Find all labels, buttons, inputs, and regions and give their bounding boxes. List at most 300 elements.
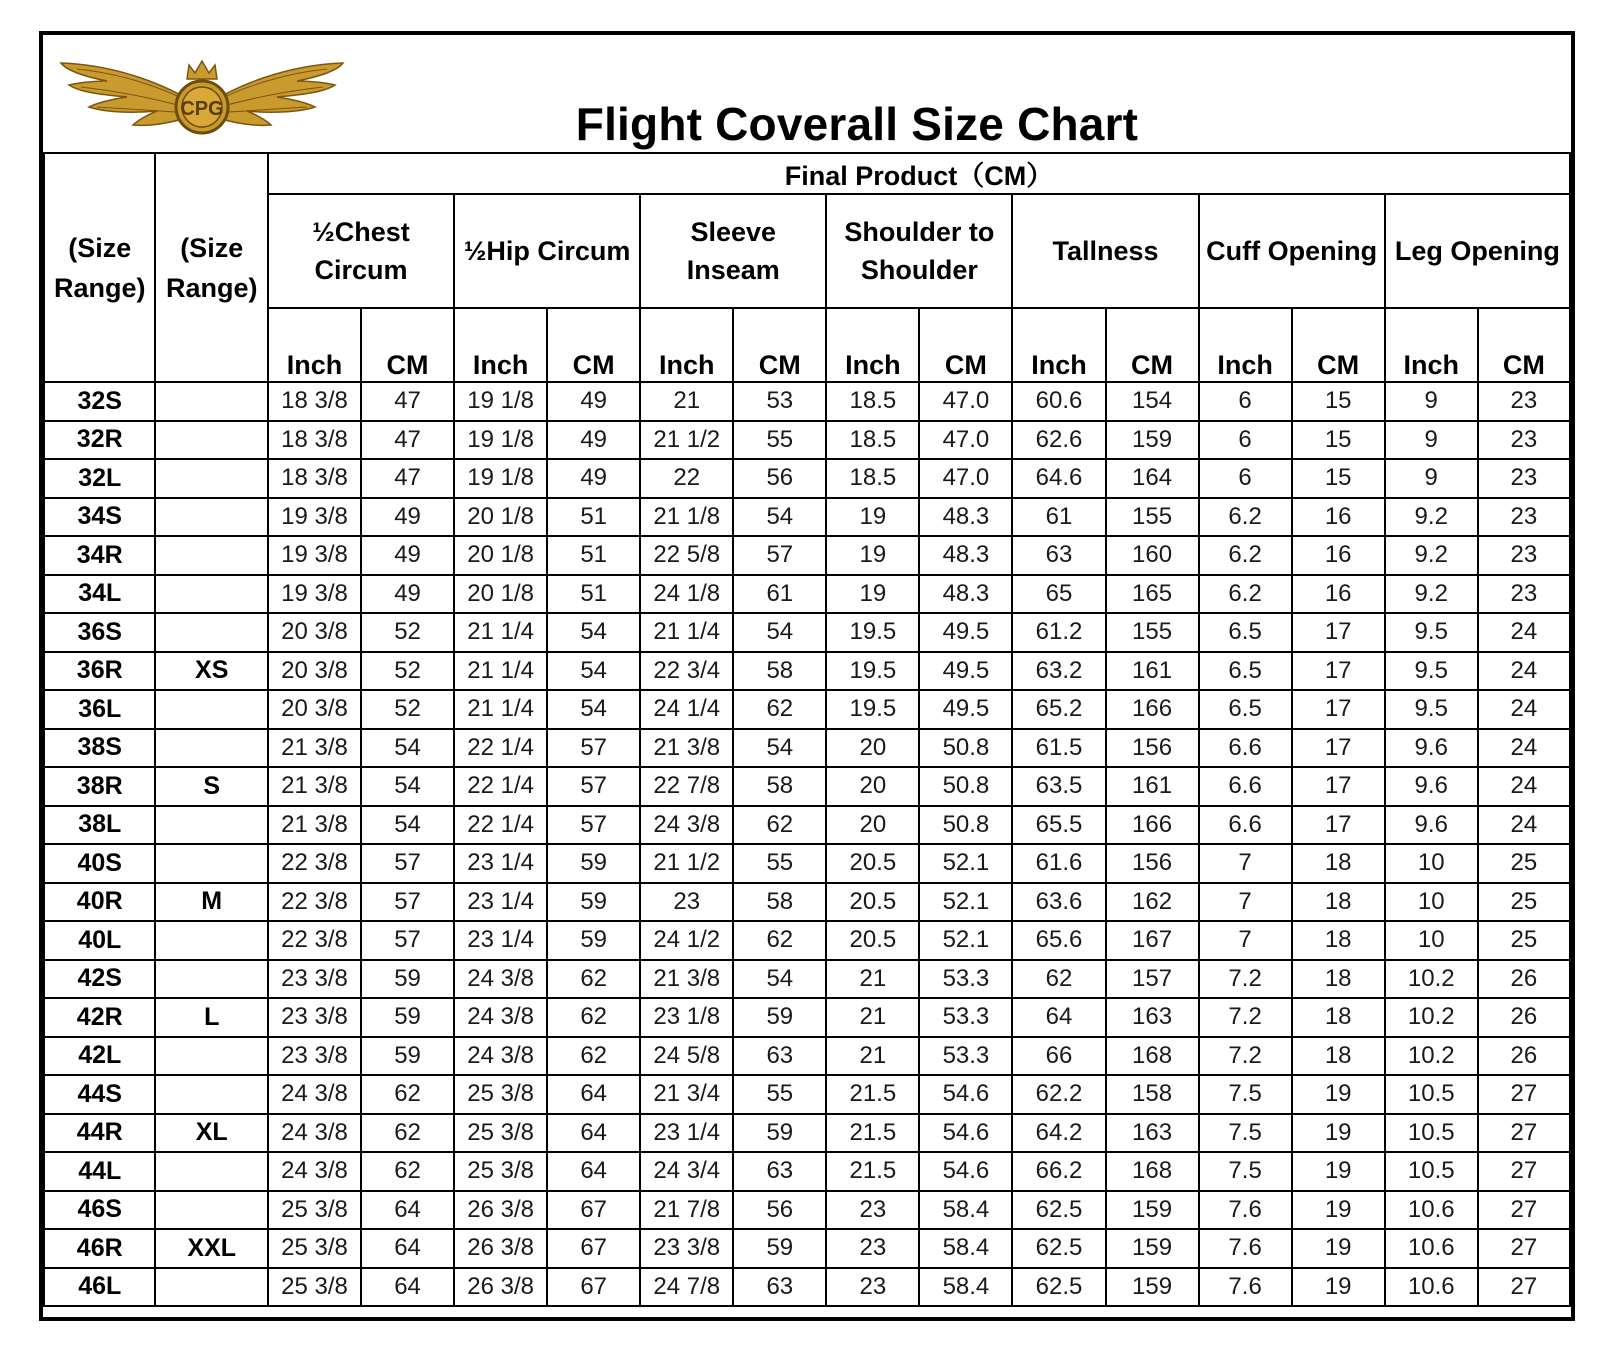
measurement-cell: 19.5 (826, 652, 919, 691)
measurement-cell: 48.3 (919, 536, 1012, 575)
size-cell: 36L (44, 690, 155, 729)
measurement-cell: 7.5 (1199, 1114, 1292, 1153)
measurement-cell: 25 (1478, 844, 1570, 883)
measurement-cell: 24 (1478, 690, 1570, 729)
measurement-cell: 24 3/8 (454, 998, 547, 1037)
table-row (44, 575, 1570, 614)
unit-header: Inch (1199, 308, 1292, 382)
size-letter-cell: M (155, 883, 267, 922)
table-row (44, 844, 1570, 883)
size-cell: 36R (44, 652, 155, 691)
size-letter-cell (155, 498, 267, 537)
unit-header: CM (733, 308, 826, 382)
measurement-cell: 159 (1106, 421, 1199, 460)
table-row (44, 498, 1570, 537)
measurement-cell: 9 (1385, 382, 1478, 421)
measurement-cell: 54 (733, 960, 826, 999)
size-letter-cell: XL (155, 1114, 267, 1153)
size-chart-frame (39, 31, 1575, 1321)
measurement-cell: 21 (826, 960, 919, 999)
measurement-cell: 62 (733, 921, 826, 960)
table-row (44, 998, 1570, 1037)
measurement-cell: 27 (1478, 1075, 1570, 1114)
measurement-cell: 6.2 (1199, 498, 1292, 537)
measurement-cell: 52.1 (919, 844, 1012, 883)
measurement-cell: 27 (1478, 1152, 1570, 1191)
measurement-cell: 20.5 (826, 844, 919, 883)
measurement-cell: 9 (1385, 459, 1478, 498)
measurement-cell: 62.5 (1012, 1229, 1105, 1268)
measurement-cell: 65 (1012, 575, 1105, 614)
table-row (44, 1037, 1570, 1076)
measurement-cell: 19 (1292, 1075, 1385, 1114)
measurement-cell: 21 1/2 (640, 421, 733, 460)
size-letter-header: (Size Range) (155, 153, 267, 382)
measurement-cell: 10.2 (1385, 960, 1478, 999)
measurement-cell: 64 (361, 1191, 454, 1230)
chart-header (43, 35, 1571, 155)
measurement-cell: 23 3/8 (268, 998, 361, 1037)
table-row (44, 806, 1570, 845)
measurement-cell: 7.5 (1199, 1152, 1292, 1191)
size-letter-cell (155, 536, 267, 575)
measurement-cell: 22 3/4 (640, 652, 733, 691)
measurement-cell: 7.6 (1199, 1268, 1292, 1307)
measurement-cell: 21 3/4 (640, 1075, 733, 1114)
measurement-cell: 18 3/8 (268, 382, 361, 421)
measurement-cell: 18 3/8 (268, 459, 361, 498)
measurement-cell: 21 1/2 (640, 844, 733, 883)
hip-header: ½Hip Circum (454, 194, 640, 308)
measurement-cell: 6.6 (1199, 806, 1292, 845)
measurement-cell: 156 (1106, 729, 1199, 768)
measurement-cell: 49.5 (919, 690, 1012, 729)
measurement-cell: 47.0 (919, 382, 1012, 421)
measurement-cell: 19 1/8 (454, 382, 547, 421)
measurement-cell: 22 3/8 (268, 921, 361, 960)
measurement-cell: 10.5 (1385, 1152, 1478, 1191)
size-letter-cell (155, 613, 267, 652)
unit-header: CM (1106, 308, 1199, 382)
measurement-cell: 25 3/8 (268, 1229, 361, 1268)
table-row (44, 1075, 1570, 1114)
unit-header: CM (1478, 308, 1570, 382)
measurement-cell: 6.2 (1199, 536, 1292, 575)
measurement-cell: 62 (547, 998, 640, 1037)
measurement-cell: 7.2 (1199, 960, 1292, 999)
measurement-cell: 58.4 (919, 1268, 1012, 1307)
size-letter-cell (155, 1152, 267, 1191)
measurement-cell: 23 (1478, 421, 1570, 460)
measurement-cell: 161 (1106, 767, 1199, 806)
measurement-cell: 59 (733, 1114, 826, 1153)
measurement-cell: 20 1/8 (454, 498, 547, 537)
measurement-cell: 159 (1106, 1268, 1199, 1307)
measurement-cell: 167 (1106, 921, 1199, 960)
measurement-cell: 9.6 (1385, 767, 1478, 806)
measurement-cell: 168 (1106, 1037, 1199, 1076)
measurement-cell: 64 (547, 1075, 640, 1114)
measurement-cell: 62 (733, 690, 826, 729)
measurement-cell: 58.4 (919, 1191, 1012, 1230)
measurement-cell: 57 (361, 844, 454, 883)
size-letter-cell (155, 1191, 267, 1230)
measurement-cell: 155 (1106, 498, 1199, 537)
measurement-cell: 10.5 (1385, 1114, 1478, 1153)
table-row (44, 421, 1570, 460)
measurement-cell: 10.5 (1385, 1075, 1478, 1114)
measurement-cell: 9.2 (1385, 498, 1478, 537)
measurement-cell: 27 (1478, 1229, 1570, 1268)
measurement-cell: 26 3/8 (454, 1191, 547, 1230)
measurement-cell: 23 (826, 1268, 919, 1307)
table-row (44, 652, 1570, 691)
unit-header: Inch (1385, 308, 1478, 382)
size-cell: 46R (44, 1229, 155, 1268)
measurement-cell: 21 (640, 382, 733, 421)
measurement-cell: 49 (361, 498, 454, 537)
measurement-cell: 6 (1199, 382, 1292, 421)
measurement-cell: 62 (1012, 960, 1105, 999)
size-letter-cell (155, 806, 267, 845)
size-cell: 38R (44, 767, 155, 806)
measurement-cell: 61.2 (1012, 613, 1105, 652)
measurement-cell: 54 (361, 806, 454, 845)
measurement-cell: 10.2 (1385, 998, 1478, 1037)
measurement-cell: 18 (1292, 921, 1385, 960)
measurement-cell: 24 (1478, 767, 1570, 806)
measurement-cell: 59 (361, 998, 454, 1037)
measurement-cell: 154 (1106, 382, 1199, 421)
measurement-cell: 52 (361, 690, 454, 729)
size-letter-cell (155, 690, 267, 729)
size-cell: 42R (44, 998, 155, 1037)
measurement-cell: 24 1/2 (640, 921, 733, 960)
measurement-cell: 21 3/8 (640, 960, 733, 999)
measurement-cell: 159 (1106, 1191, 1199, 1230)
measurement-cell: 21 (826, 998, 919, 1037)
measurement-cell: 19.5 (826, 613, 919, 652)
measurement-cell: 59 (733, 1229, 826, 1268)
measurement-cell: 7.6 (1199, 1229, 1292, 1268)
measurement-cell: 158 (1106, 1075, 1199, 1114)
measurement-cell: 19 (1292, 1114, 1385, 1153)
measurement-cell: 65.2 (1012, 690, 1105, 729)
measurement-cell: 10.2 (1385, 1037, 1478, 1076)
measurement-cell: 62 (547, 1037, 640, 1076)
measurement-cell: 9 (1385, 421, 1478, 460)
measurement-cell: 23 (1478, 459, 1570, 498)
measurement-cell: 22 1/4 (454, 806, 547, 845)
measurement-cell: 160 (1106, 536, 1199, 575)
measurement-cell: 59 (547, 883, 640, 922)
measurement-cell: 58.4 (919, 1229, 1012, 1268)
measurement-cell: 10 (1385, 883, 1478, 922)
measurement-cell: 7.5 (1199, 1075, 1292, 1114)
measurement-cell: 57 (547, 767, 640, 806)
measurement-cell: 51 (547, 498, 640, 537)
measurement-cell: 63.6 (1012, 883, 1105, 922)
measurement-cell: 166 (1106, 690, 1199, 729)
measurement-cell: 21 3/8 (640, 729, 733, 768)
measurement-cell: 64 (547, 1114, 640, 1153)
size-cell: 34S (44, 498, 155, 537)
measurement-cell: 18 (1292, 960, 1385, 999)
measurement-cell: 26 (1478, 1037, 1570, 1076)
measurement-cell: 61.6 (1012, 844, 1105, 883)
measurement-cell: 19 (1292, 1229, 1385, 1268)
measurement-cell: 15 (1292, 421, 1385, 460)
measurement-cell: 22 1/4 (454, 729, 547, 768)
measurement-cell: 49 (547, 459, 640, 498)
measurement-cell: 23 1/4 (454, 883, 547, 922)
table-row (44, 883, 1570, 922)
measurement-cell: 17 (1292, 806, 1385, 845)
size-letter-cell: L (155, 998, 267, 1037)
measurement-cell: 59 (547, 844, 640, 883)
table-row (44, 1114, 1570, 1153)
table-row (44, 729, 1570, 768)
measurement-cell: 7.2 (1199, 1037, 1292, 1076)
measurement-cell: 52 (361, 613, 454, 652)
measurement-cell: 63.5 (1012, 767, 1105, 806)
measurement-cell: 17 (1292, 690, 1385, 729)
size-letter-cell (155, 1268, 267, 1307)
measurement-cell: 47.0 (919, 459, 1012, 498)
cuff-header: Cuff Opening (1199, 194, 1385, 308)
measurement-cell: 19.5 (826, 690, 919, 729)
unit-header: Inch (826, 308, 919, 382)
measurement-cell: 24 (1478, 729, 1570, 768)
measurement-cell: 57 (361, 883, 454, 922)
measurement-cell: 54 (547, 690, 640, 729)
size-range-header: (Size Range) (44, 153, 155, 382)
measurement-cell: 24 3/8 (268, 1152, 361, 1191)
shoulder-header: Shoulder to Shoulder (826, 194, 1012, 308)
tallness-header: Tallness (1012, 194, 1198, 308)
measurement-cell: 21 1/4 (454, 690, 547, 729)
measurement-cell: 62.2 (1012, 1075, 1105, 1114)
measurement-cell: 7.6 (1199, 1191, 1292, 1230)
measurement-cell: 19 (826, 498, 919, 537)
measurement-cell: 20 3/8 (268, 652, 361, 691)
measurement-cell: 21 3/8 (268, 767, 361, 806)
measurement-cell: 7 (1199, 844, 1292, 883)
measurement-cell: 59 (361, 960, 454, 999)
measurement-cell: 67 (547, 1229, 640, 1268)
measurement-cell: 62 (361, 1114, 454, 1153)
measurement-cell: 21 1/8 (640, 498, 733, 537)
measurement-cell: 53.3 (919, 1037, 1012, 1076)
measurement-cell: 20 (826, 806, 919, 845)
unit-header: Inch (268, 308, 361, 382)
measurement-cell: 10 (1385, 844, 1478, 883)
measurement-cell: 49.5 (919, 652, 1012, 691)
size-cell: 38L (44, 806, 155, 845)
size-cell: 32L (44, 459, 155, 498)
measurement-cell: 21.5 (826, 1114, 919, 1153)
size-letter-cell (155, 421, 267, 460)
final-product-header: Final Product（CM） (268, 153, 1570, 194)
measurement-cell: 27 (1478, 1268, 1570, 1307)
measurement-cell: 19 3/8 (268, 536, 361, 575)
measurement-cell: 23 3/8 (640, 1229, 733, 1268)
measurement-cell: 18 (1292, 1037, 1385, 1076)
measurement-cell: 57 (547, 806, 640, 845)
measurement-cell: 27 (1478, 1191, 1570, 1230)
measurement-cell: 155 (1106, 613, 1199, 652)
measurement-cell: 64 (547, 1152, 640, 1191)
measurement-cell: 47 (361, 459, 454, 498)
size-cell: 46L (44, 1268, 155, 1307)
measurement-cell: 20 (826, 767, 919, 806)
sleeve-header: Sleeve Inseam (640, 194, 826, 308)
measurement-cell: 159 (1106, 1229, 1199, 1268)
table-body (44, 382, 1570, 1306)
measurement-cell: 52.1 (919, 921, 1012, 960)
table-row (44, 382, 1570, 421)
measurement-cell: 19 (1292, 1152, 1385, 1191)
measurement-cell: 23 3/8 (268, 960, 361, 999)
measurement-cell: 24 7/8 (640, 1268, 733, 1307)
measurement-cell: 6.5 (1199, 613, 1292, 652)
measurement-cell: 16 (1292, 498, 1385, 537)
measurement-cell: 165 (1106, 575, 1199, 614)
measurement-cell: 62.5 (1012, 1268, 1105, 1307)
measurement-cell: 19 3/8 (268, 498, 361, 537)
measurement-cell: 57 (361, 921, 454, 960)
measurement-cell: 64 (1012, 998, 1105, 1037)
measurement-cell: 25 3/8 (454, 1152, 547, 1191)
measurement-cell: 67 (547, 1191, 640, 1230)
size-letter-cell (155, 921, 267, 960)
unit-header: CM (1292, 308, 1385, 382)
size-letter-cell: S (155, 767, 267, 806)
measurement-cell: 65.5 (1012, 806, 1105, 845)
unit-header: CM (361, 308, 454, 382)
measurement-cell: 162 (1106, 883, 1199, 922)
measurement-cell: 9.5 (1385, 690, 1478, 729)
measurement-cell: 64.2 (1012, 1114, 1105, 1153)
measurement-cell: 21 (826, 1037, 919, 1076)
measurement-cell: 24 3/8 (640, 806, 733, 845)
chest-header: ½Chest Circum (268, 194, 454, 308)
size-cell: 40S (44, 844, 155, 883)
measurement-cell: 21.5 (826, 1152, 919, 1191)
size-letter-cell: XS (155, 652, 267, 691)
size-letter-cell: XXL (155, 1229, 267, 1268)
measurement-cell: 27 (1478, 1114, 1570, 1153)
measurement-cell: 23 1/4 (454, 844, 547, 883)
measurement-cell: 22 3/8 (268, 883, 361, 922)
measurement-cell: 10.6 (1385, 1229, 1478, 1268)
measurement-cell: 54.6 (919, 1114, 1012, 1153)
measurement-cell: 63 (733, 1152, 826, 1191)
measurement-cell: 59 (547, 921, 640, 960)
table-row (44, 459, 1570, 498)
measurement-cell: 51 (547, 536, 640, 575)
measurement-cell: 20 3/8 (268, 613, 361, 652)
measurement-cell: 49 (361, 536, 454, 575)
measurement-cell: 18 (1292, 998, 1385, 1037)
measurement-cell: 24 5/8 (640, 1037, 733, 1076)
size-letter-cell (155, 960, 267, 999)
measurement-cell: 17 (1292, 652, 1385, 691)
measurement-cell: 63 (733, 1037, 826, 1076)
page-title: Flight Coverall Size Chart (575, 98, 1139, 150)
measurement-cell: 7 (1199, 883, 1292, 922)
measurement-cell: 18.5 (826, 421, 919, 460)
measurement-cell: 61.5 (1012, 729, 1105, 768)
units-row (44, 308, 1570, 382)
measurement-cell: 24 3/8 (454, 1037, 547, 1076)
measurement-cell: 64 (361, 1268, 454, 1307)
measurement-cell: 24 1/8 (640, 575, 733, 614)
measurement-cell: 49 (361, 575, 454, 614)
measurement-cell: 23 1/8 (640, 998, 733, 1037)
measurement-cell: 25 3/8 (268, 1268, 361, 1307)
measurement-cell: 9.5 (1385, 613, 1478, 652)
measurement-cell: 63.2 (1012, 652, 1105, 691)
measurement-cell: 18.5 (826, 459, 919, 498)
measurement-cell: 54.6 (919, 1152, 1012, 1191)
measurement-cell: 22 1/4 (454, 767, 547, 806)
logo-text: CPG (180, 98, 224, 120)
measurement-cell: 57 (733, 536, 826, 575)
size-cell: 46S (44, 1191, 155, 1230)
measurement-cell: 54 (733, 729, 826, 768)
measurement-cell: 63 (1012, 536, 1105, 575)
measurement-cell: 24 3/8 (268, 1114, 361, 1153)
measurement-cell: 10.6 (1385, 1191, 1478, 1230)
measurement-cell: 67 (547, 1268, 640, 1307)
measurement-cell: 20 (826, 729, 919, 768)
measurement-cell: 55 (733, 844, 826, 883)
measurement-cell: 56 (733, 1191, 826, 1230)
measurement-cell: 60.6 (1012, 382, 1105, 421)
measurement-cell: 57 (547, 729, 640, 768)
measurement-cell: 22 (640, 459, 733, 498)
measurement-cell: 21 1/4 (454, 652, 547, 691)
measurement-cell: 6 (1199, 421, 1292, 460)
measurement-cell: 25 3/8 (454, 1114, 547, 1153)
measurement-cell: 55 (733, 1075, 826, 1114)
measurement-cell: 23 (640, 883, 733, 922)
measurement-cell: 61 (1012, 498, 1105, 537)
measurement-cell: 49 (547, 382, 640, 421)
size-letter-cell (155, 575, 267, 614)
size-cell: 34R (44, 536, 155, 575)
size-letter-cell (155, 382, 267, 421)
measurement-cell: 10 (1385, 921, 1478, 960)
measurement-cell: 63 (733, 1268, 826, 1307)
measurement-cell: 18.5 (826, 382, 919, 421)
measurement-cell: 19 (1292, 1191, 1385, 1230)
measurement-cell: 9.5 (1385, 652, 1478, 691)
table-row (44, 960, 1570, 999)
table-row (44, 1191, 1570, 1230)
table-row (44, 536, 1570, 575)
measurement-cell: 9.2 (1385, 536, 1478, 575)
measurement-cell: 24 1/4 (640, 690, 733, 729)
size-letter-cell (155, 1075, 267, 1114)
unit-header: CM (547, 308, 640, 382)
measurement-cell: 15 (1292, 459, 1385, 498)
measurement-cell: 26 (1478, 960, 1570, 999)
size-cell: 34L (44, 575, 155, 614)
measurement-cell: 20.5 (826, 883, 919, 922)
measurement-cell: 53.3 (919, 960, 1012, 999)
